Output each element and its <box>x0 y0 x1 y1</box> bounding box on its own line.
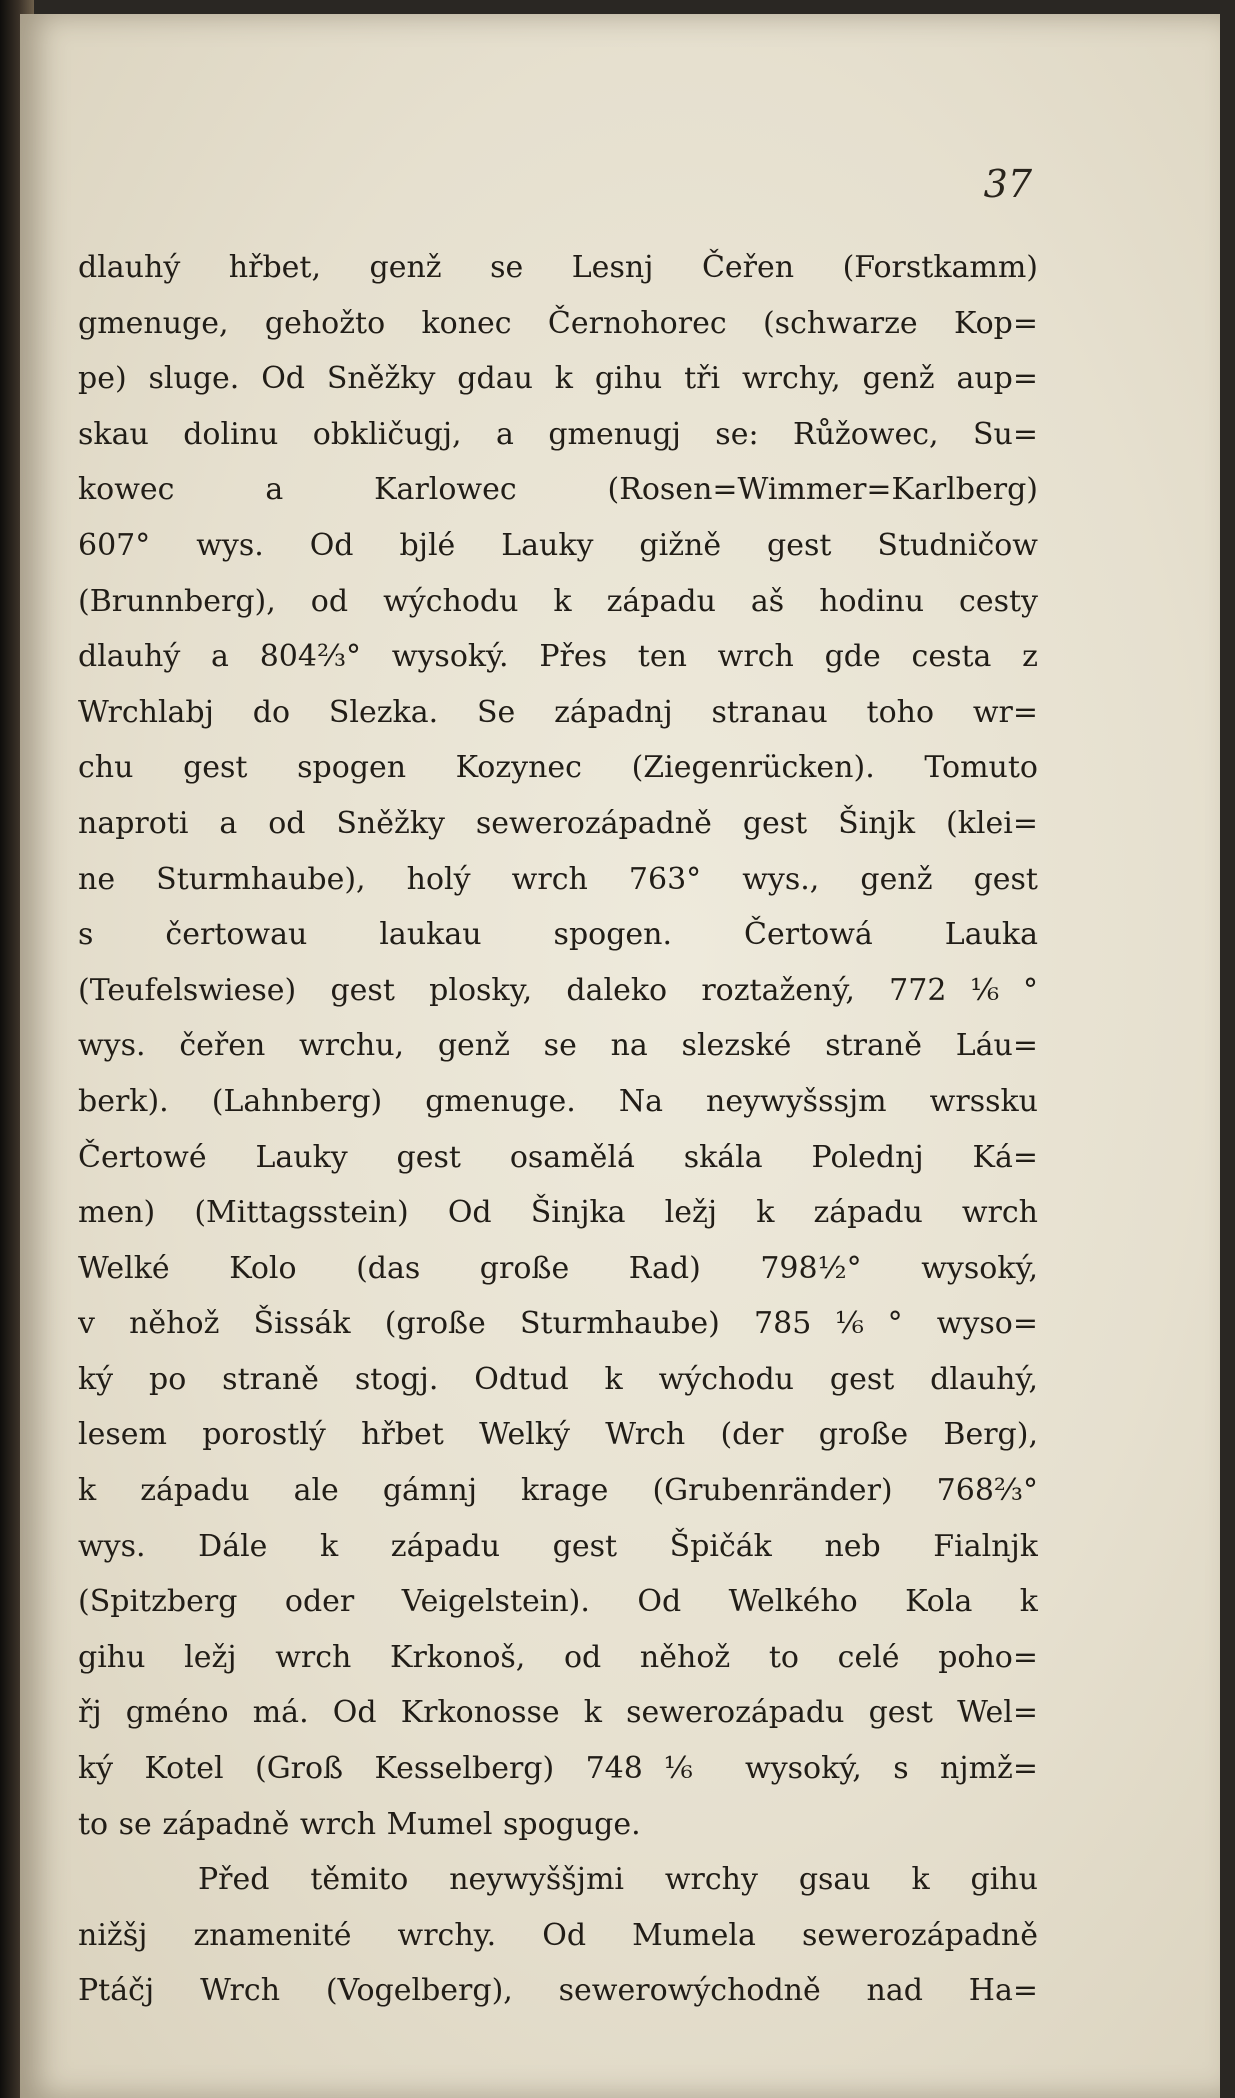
text-line: s čertowau laukau spogen. Čertowá Lauka <box>78 917 1038 953</box>
text-line: Ptáčj Wrch (Vogelberg), sewerowýchodně nad Ha= <box>78 1973 1038 2009</box>
text-line: berk). (Lahnberg) gmenuge. Na neywyšssjm wrssku <box>78 1083 1038 1119</box>
text-line: k západu ale gámnj krage (Grubenränder) 768⅔° <box>78 1473 1038 1509</box>
text-line: chu gest spogen Kozynec (Ziegenrücken). Tomuto <box>78 750 1038 786</box>
book-page <box>20 14 1220 2098</box>
text-line: 607° wys. Od bjlé Lauky gižně gest Studničow <box>78 527 1038 563</box>
text-line: skau dolinu obkličugj, a gmenugj se: Růžowec, Su= <box>78 416 1038 452</box>
text-line: gmenuge, gehožto konec Černohorec (schwarze Kop= <box>78 305 1038 341</box>
text-line: kowec a Karlowec (Rosen=Wimmer=Karlberg) <box>78 472 1038 508</box>
text-line: ký Kotel (Groß Kesselberg) 748⅙ wysoký, s njmž= <box>78 1751 1038 1787</box>
text-line: Před těmito neywyššjmi wrchy gsau k gihu <box>198 1862 1038 1898</box>
text-line: to se západně wrch Mumel spoguge. <box>78 1806 641 1842</box>
text-line: dlauhý a 804⅔° wysoký. Přes ten wrch gde cesta z <box>78 639 1038 675</box>
text-line: gihu ležj wrch Krkonoš, od něhož to celé poho= <box>78 1639 1038 1675</box>
text-line: (Brunnberg), od wýchodu k západu aš hodinu cesty <box>78 583 1038 619</box>
text-line: wys. Dále k západu gest Špičák neb Fialnjk <box>78 1528 1038 1564</box>
text-line: řj gméno má. Od Krkonosse k sewerozápadu gest Wel= <box>78 1695 1038 1731</box>
text-line: pe) sluge. Od Sněžky gdau k gihu tři wrchy, genž aup= <box>78 361 1038 397</box>
text-line: (Spitzberg oder Veigelstein). Od Welkého Kola k <box>78 1584 1038 1620</box>
text-line: wys. čeřen wrchu, genž se na slezské straně Láu= <box>78 1028 1038 1064</box>
page-number: 37 <box>983 162 1032 206</box>
text-line: naproti a od Sněžky sewerozápadně gest Šinjk (klei= <box>78 805 1038 841</box>
text-line: Čertowé Lauky gest osamělá skála Polednj Ká= <box>78 1139 1038 1175</box>
text-line: dlauhý hřbet, genž se Lesnj Čeřen (Forstkamm) <box>78 250 1038 285</box>
text-line: (Teufelswiese) gest plosky, daleko roztažený, 772⅙° <box>78 972 1038 1008</box>
text-line: Wrchlabj do Slezka. Se západnj stranau toho wr= <box>78 694 1038 730</box>
text-line: v něhož Šissák (große Sturmhaube) 785⅙° wyso= <box>78 1306 1038 1342</box>
text-line: nižšj znamenité wrchy. Od Mumela sewerozápadně <box>78 1917 1038 1953</box>
text-line: men) (Mittagsstein) Od Šinjka ležj k západu wrch <box>78 1195 1038 1231</box>
text-line: ký po straně stogj. Odtud k wýchodu gest dlauhý, <box>78 1361 1038 1397</box>
body-text <box>78 240 1038 2019</box>
text-line: lesem porostlý hřbet Welký Wrch (der große Berg), <box>78 1417 1038 1453</box>
text-line: ne Sturmhaube), holý wrch 763° wys., genž gest <box>78 861 1038 897</box>
text-line: Welké Kolo (das große Rad) 798½° wysoký, <box>78 1250 1038 1286</box>
